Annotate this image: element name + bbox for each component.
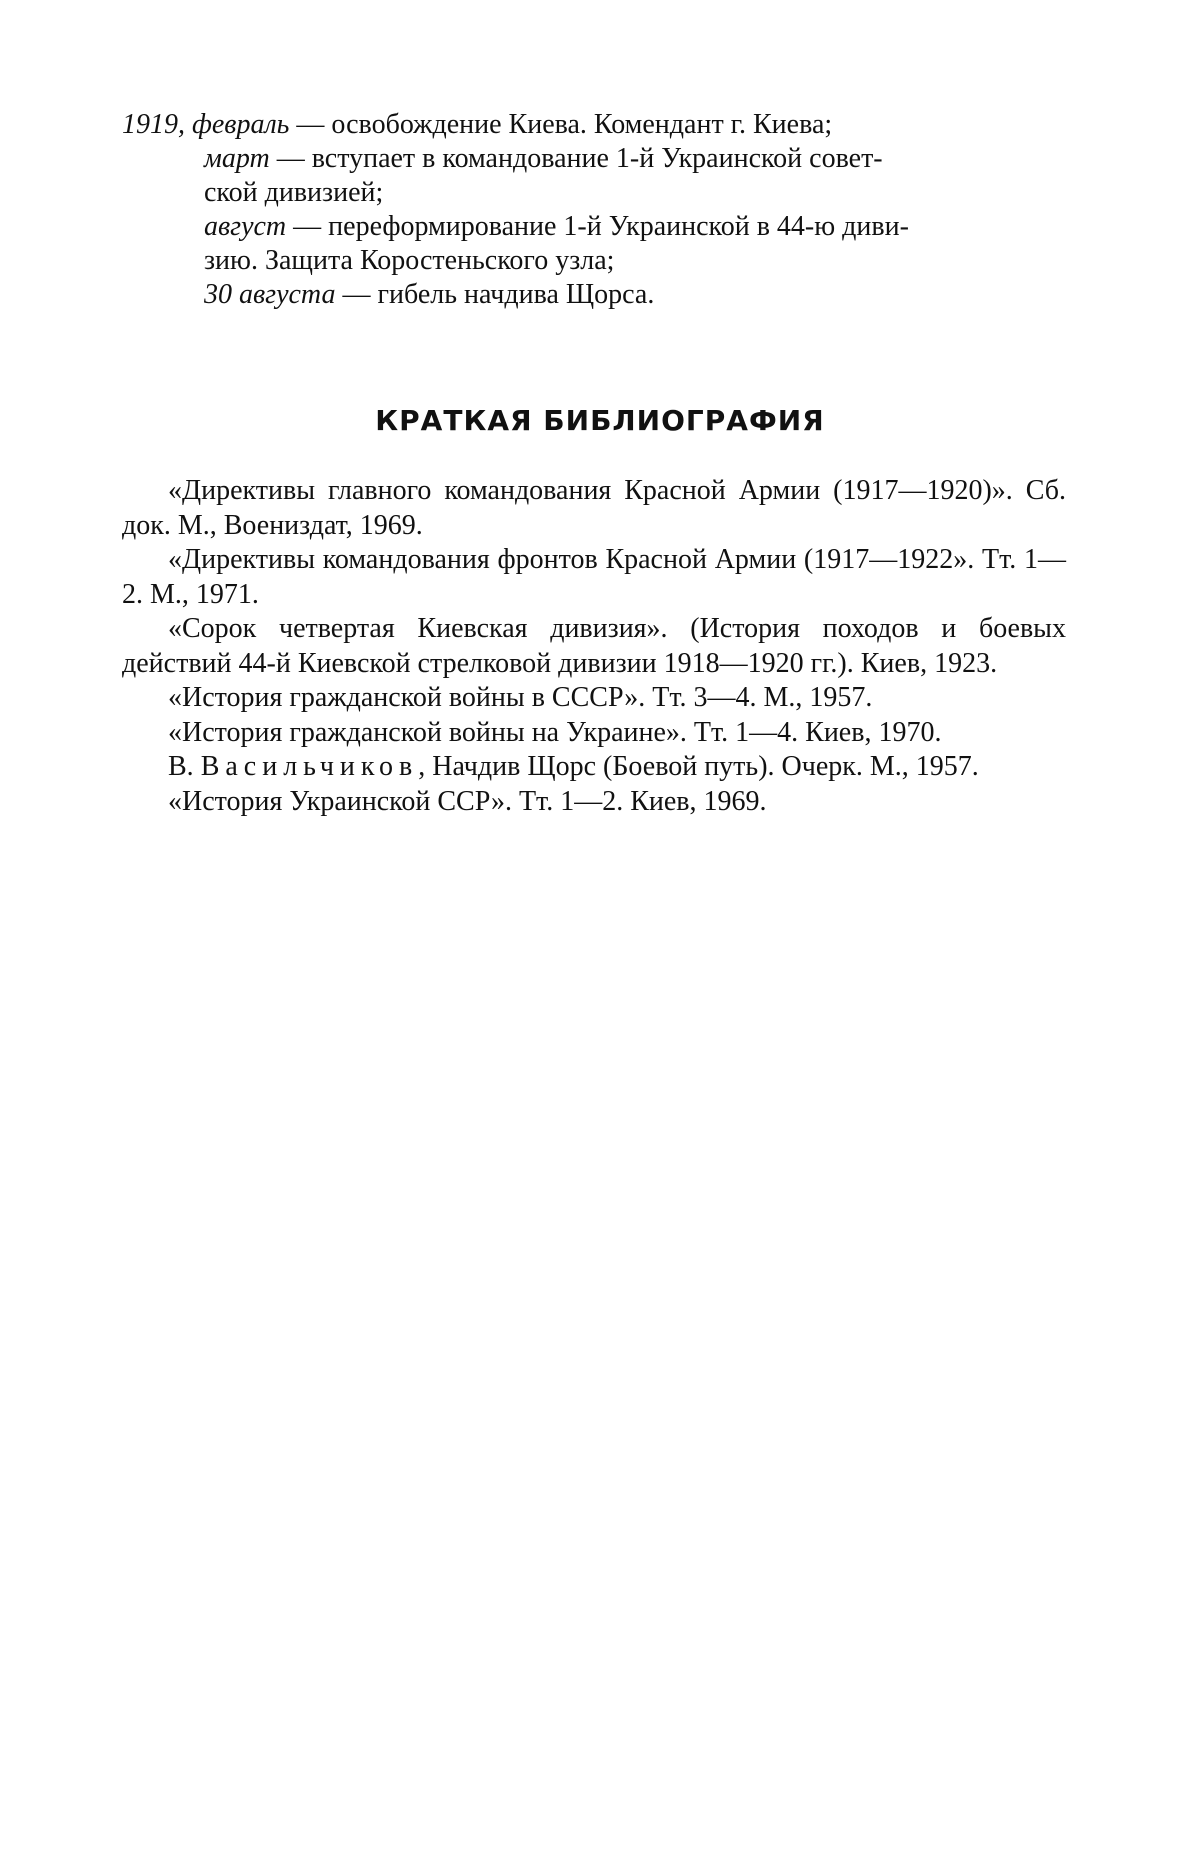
chronology-text: — переформирование 1-й Украинской в 44-ю диви-: [286, 211, 909, 242]
author-name: Васильчиков: [200, 751, 419, 782]
chronology-text: зию. Защита Коростеньского узла;: [204, 245, 615, 276]
chronology-line: [122, 210, 1066, 244]
bibliography-entry: «История гражданской войны на Украине». Тт. 1—4. Киев, 1970.: [168, 716, 942, 748]
bibliography-list: [122, 474, 1066, 819]
chronology-text: — освобождение Киева. Комендант г. Киева;: [289, 109, 833, 140]
chronology-text: ской дивизией;: [204, 177, 384, 208]
chronology-date: 30 августа: [204, 279, 336, 310]
chronology-text: — вступает в командование 1-й Украинской совет-: [269, 143, 883, 174]
chronology-line: [122, 176, 1066, 210]
bibliography-entry: «Сорок четвертая Киевская дивизия». (История походов и боевых действий 44-й Киевской стрелковой дивизии 1918—1920 гг.). Киев, 1923.: [122, 613, 1066, 679]
chronology-line: [122, 244, 1066, 278]
bibliography-entry: «История Украинской ССР». Тт. 1—2. Киев, 1969.: [168, 785, 767, 817]
bibliography-entry: «История гражданской войны в СССР». Тт. 3—4. М., 1957.: [168, 682, 873, 713]
chronology-line: [122, 278, 1066, 312]
bibliography-entry-author: [122, 750, 1066, 785]
chronology-section: [122, 108, 1066, 312]
bibliography-entry-text: , Начдив Щорс (Боевой путь). Очерк. М., 1957.: [418, 751, 979, 782]
chronology-date: 1919, февраль: [122, 109, 290, 140]
bibliography-entry: «Директивы главного командования Красной Армии (1917—1920)». Сб. док. М., Воениздат, 1969.: [122, 475, 1066, 541]
chronology-line: [122, 142, 1066, 176]
chronology-text: — гибель начдива Щорса.: [335, 279, 655, 310]
bibliography-heading: КРАТКАЯ БИБЛИОГРАФИЯ: [375, 404, 825, 437]
bibliography-entry: «Директивы командования фронтов Красной Армии (1917—1922». Тт. 1—2. М., 1971.: [122, 544, 1066, 610]
author-initial: В.: [168, 751, 201, 782]
chronology-date: август: [204, 211, 287, 242]
chronology-line: [122, 108, 1066, 142]
chronology-date: март: [204, 143, 270, 174]
